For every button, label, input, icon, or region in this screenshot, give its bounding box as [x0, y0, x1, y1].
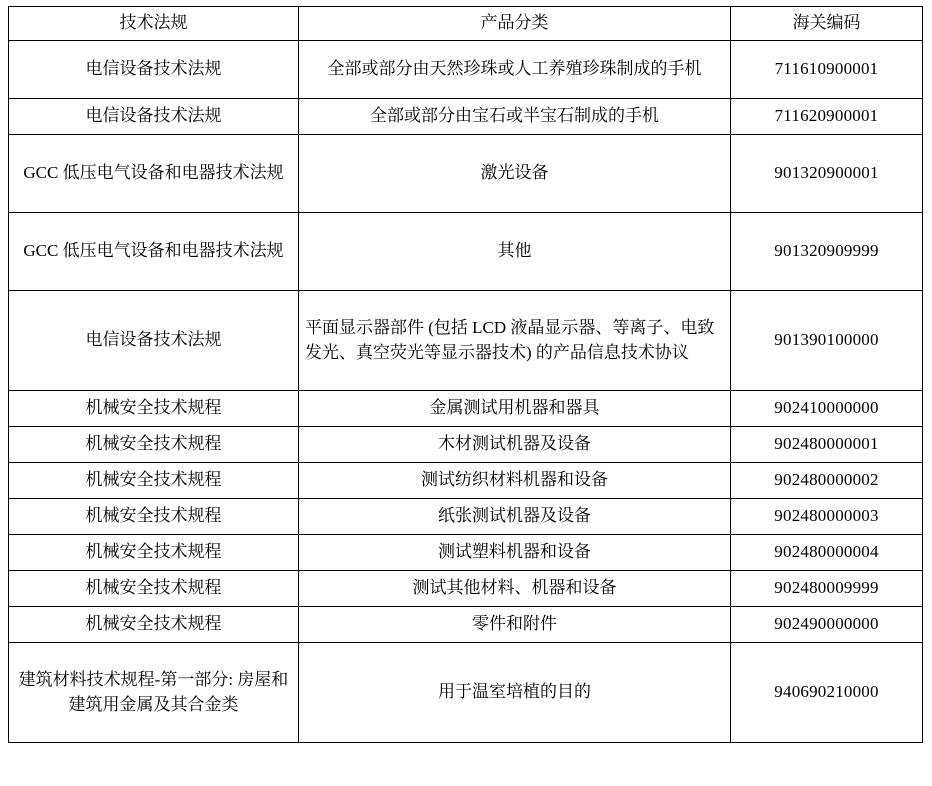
cell-product: 全部或部分由宝石或半宝石制成的手机 — [299, 99, 731, 135]
table-row — [9, 571, 923, 607]
cell-customs-code: 711610900001 — [731, 41, 923, 99]
column-header-code: 海关编码 — [731, 7, 923, 41]
cell-customs-code: 902480000002 — [731, 463, 923, 499]
cell-customs-code: 901320909999 — [731, 213, 923, 291]
cell-customs-code: 902490000000 — [731, 607, 923, 643]
cell-product: 金属测试用机器和器具 — [299, 391, 731, 427]
table-row — [9, 135, 923, 213]
cell-product: 平面显示器部件 (包括 LCD 液晶显示器、等离子、电致发光、真空荧光等显示器技术) 的产品信息技术协议 — [299, 291, 731, 391]
table-row — [9, 535, 923, 571]
cell-regulation: 电信设备技术法规 — [9, 41, 299, 99]
cell-regulation: 机械安全技术规程 — [9, 607, 299, 643]
cell-regulation: 建筑材料技术规程-第一部分: 房屋和建筑用金属及其合金类 — [9, 643, 299, 743]
cell-customs-code: 901390100000 — [731, 291, 923, 391]
cell-product: 激光设备 — [299, 135, 731, 213]
table-row — [9, 213, 923, 291]
cell-product: 测试纺织材料机器和设备 — [299, 463, 731, 499]
column-header-regulation: 技术法规 — [9, 7, 299, 41]
cell-regulation: GCC 低压电气设备和电器技术法规 — [9, 213, 299, 291]
cell-customs-code: 902480000003 — [731, 499, 923, 535]
cell-regulation: 机械安全技术规程 — [9, 571, 299, 607]
cell-regulation: 机械安全技术规程 — [9, 535, 299, 571]
cell-product: 零件和附件 — [299, 607, 731, 643]
cell-product: 测试其他材料、机器和设备 — [299, 571, 731, 607]
table-body — [9, 41, 923, 743]
cell-regulation: 电信设备技术法规 — [9, 291, 299, 391]
table-row — [9, 607, 923, 643]
cell-product: 全部或部分由天然珍珠或人工养殖珍珠制成的手机 — [299, 41, 731, 99]
cell-product: 其他 — [299, 213, 731, 291]
regulations-table — [8, 6, 923, 743]
cell-product: 用于温室培植的目的 — [299, 643, 731, 743]
cell-customs-code: 902480009999 — [731, 571, 923, 607]
cell-regulation: 机械安全技术规程 — [9, 463, 299, 499]
cell-regulation: 机械安全技术规程 — [9, 427, 299, 463]
table-header — [9, 7, 923, 41]
cell-customs-code: 901320900001 — [731, 135, 923, 213]
cell-customs-code: 902480000001 — [731, 427, 923, 463]
table-row — [9, 99, 923, 135]
cell-customs-code: 940690210000 — [731, 643, 923, 743]
cell-product: 木材测试机器及设备 — [299, 427, 731, 463]
table-row — [9, 291, 923, 391]
table-row — [9, 391, 923, 427]
table-row — [9, 643, 923, 743]
cell-regulation: 机械安全技术规程 — [9, 499, 299, 535]
table-row — [9, 427, 923, 463]
cell-regulation: 电信设备技术法规 — [9, 99, 299, 135]
cell-regulation: GCC 低压电气设备和电器技术法规 — [9, 135, 299, 213]
cell-customs-code: 711620900001 — [731, 99, 923, 135]
cell-regulation: 机械安全技术规程 — [9, 391, 299, 427]
cell-product: 纸张测试机器及设备 — [299, 499, 731, 535]
cell-customs-code: 902410000000 — [731, 391, 923, 427]
table-row — [9, 463, 923, 499]
column-header-product: 产品分类 — [299, 7, 731, 41]
cell-product: 测试塑料机器和设备 — [299, 535, 731, 571]
table-row — [9, 499, 923, 535]
table-header-row — [9, 7, 923, 41]
cell-customs-code: 902480000004 — [731, 535, 923, 571]
table-row — [9, 41, 923, 99]
